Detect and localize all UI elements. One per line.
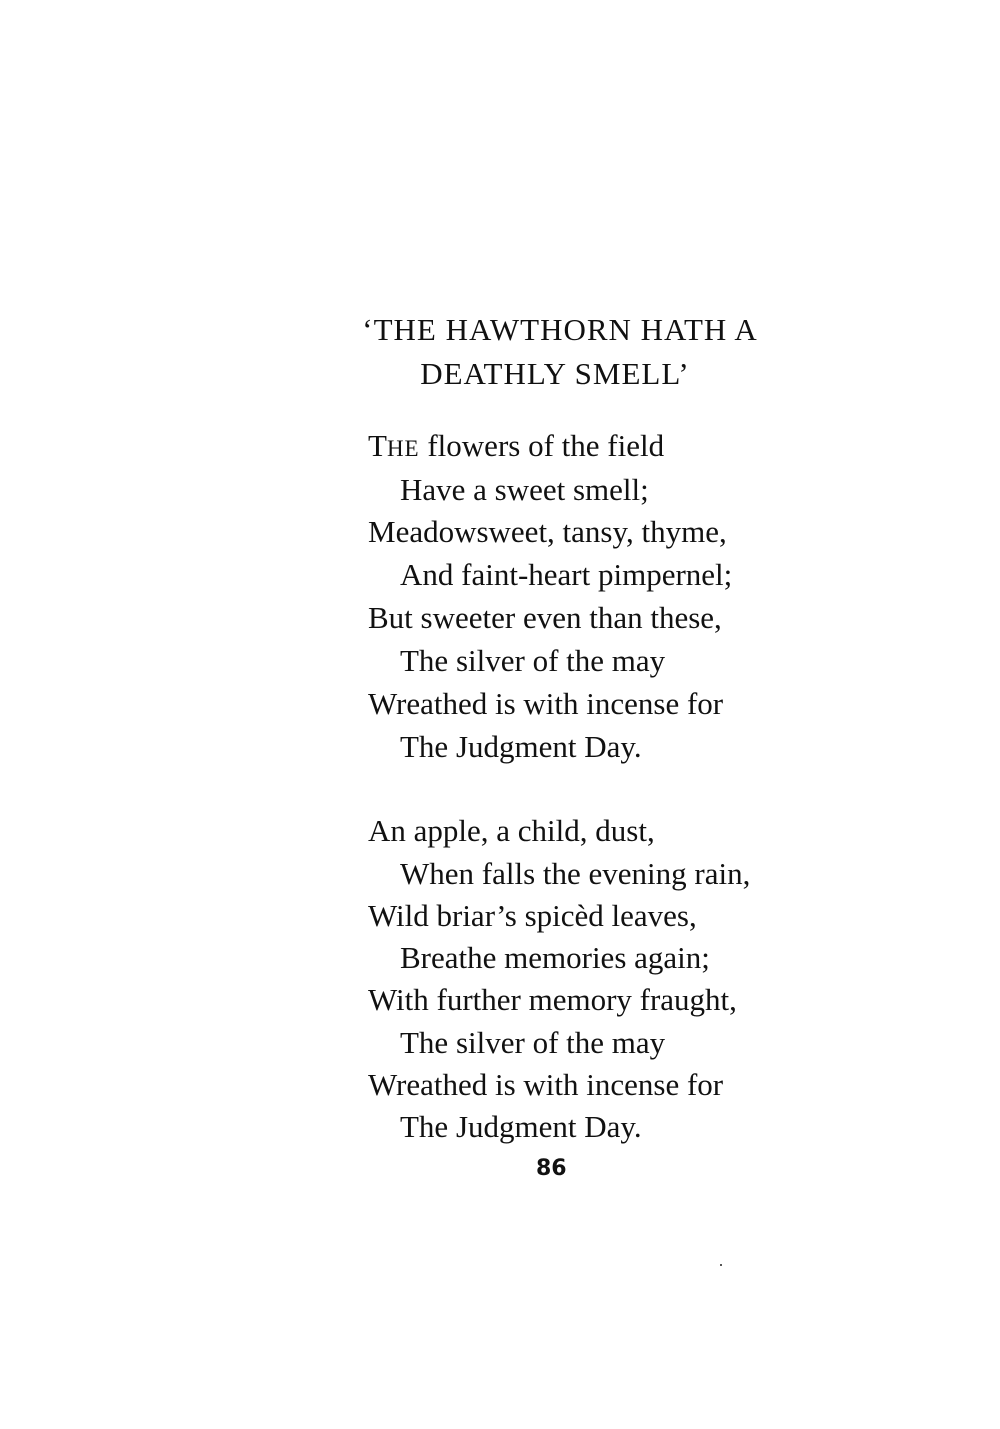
small-caps-initial: T xyxy=(368,428,387,463)
stanza2-line3: Wild briar’s spicèd leaves, xyxy=(368,898,697,933)
small-caps-rest: HE xyxy=(386,436,420,461)
stanza1-line6: The silver of the may xyxy=(400,643,666,678)
poem-title-line-2: DEATHLY SMELL’ xyxy=(420,356,690,391)
stanza2-line1: An apple, a child, dust, xyxy=(368,813,655,848)
stanza1-line2: Have a sweet smell; xyxy=(400,472,649,507)
stanza1-line1 xyxy=(368,428,664,467)
stanza1-line3: Meadowsweet, tansy, thyme, xyxy=(368,514,727,549)
stanza1-line7: Wreathed is with incense for xyxy=(368,686,724,721)
stanza2-line4: Breathe memories again; xyxy=(400,940,710,975)
stanza1-line1-text: flowers of the field xyxy=(419,428,665,463)
poem-title-line-1: ‘THE HAWTHORN HATH A xyxy=(362,312,758,347)
stanza1-line4: And faint-heart pimpernel; xyxy=(400,557,733,592)
stanza1-line8: The Judgment Day. xyxy=(400,729,642,764)
stanza2-line8: The Judgment Day. xyxy=(400,1109,642,1144)
stanza2-line5: With further memory fraught, xyxy=(368,982,737,1017)
stanza2-line6: The silver of the may xyxy=(400,1025,666,1060)
stanza2-line2: When falls the evening rain, xyxy=(400,856,751,891)
stanza2-line7: Wreathed is with incense for xyxy=(368,1067,724,1102)
page-number: 86 xyxy=(536,1156,567,1181)
ink-speck xyxy=(720,1264,722,1266)
stanza1-line5: But sweeter even than these, xyxy=(368,600,722,635)
